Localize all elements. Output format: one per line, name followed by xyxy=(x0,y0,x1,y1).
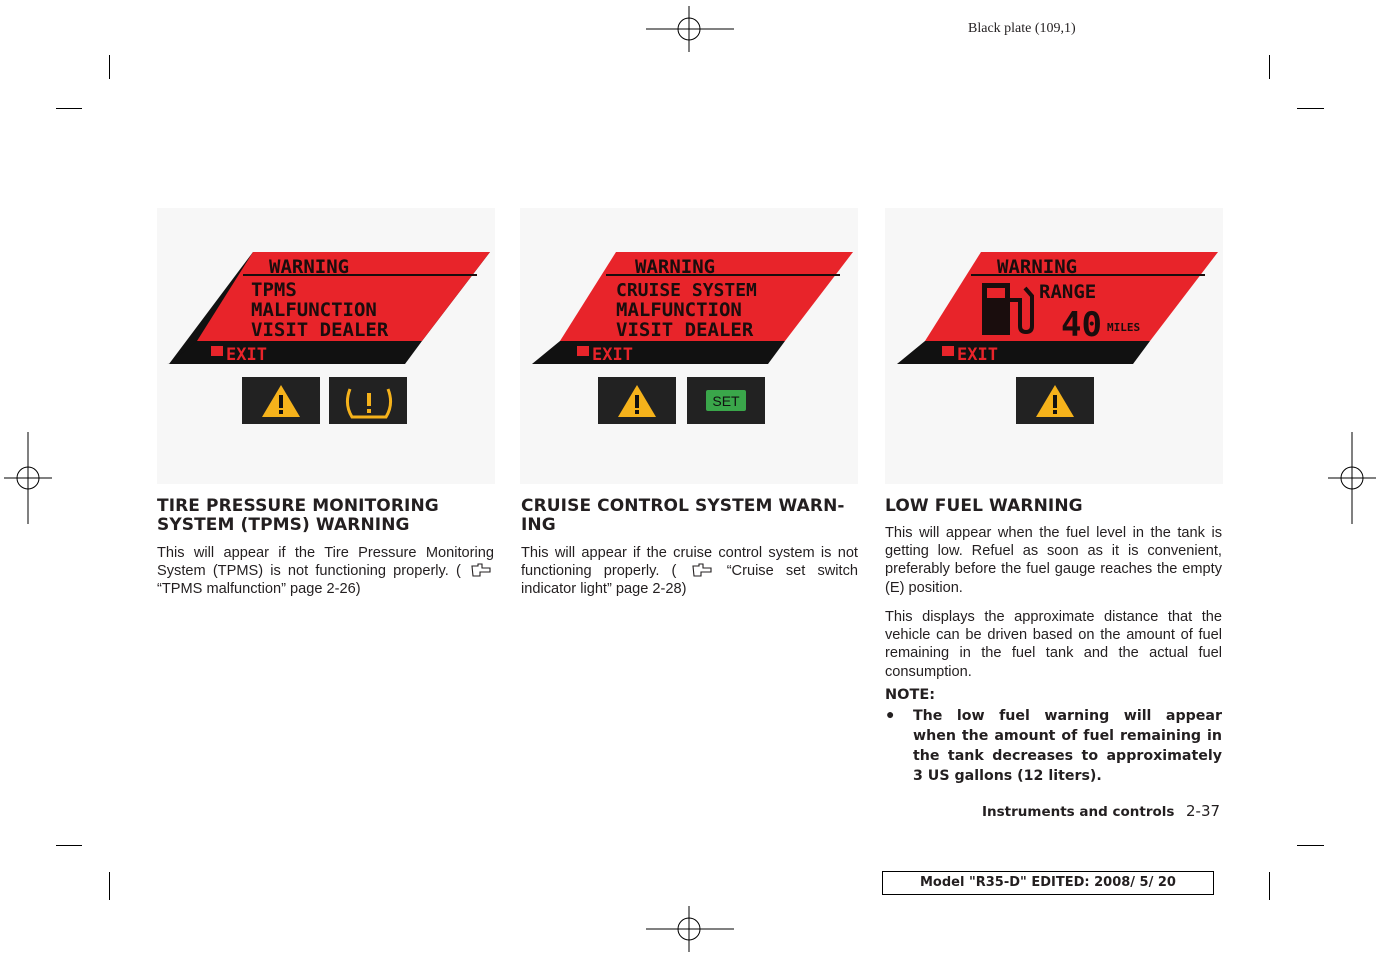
exit-arrow-icon xyxy=(211,346,223,356)
lcd-line: VISIT DEALER xyxy=(616,319,754,341)
registration-mark-bottom xyxy=(640,906,740,952)
range-unit: MILES xyxy=(1107,321,1141,334)
model-edited-box: Model "R35-D" EDITED: 2008/ 5/ 20 xyxy=(882,871,1214,895)
lcd-title: WARNING xyxy=(997,256,1078,278)
low-fuel-para-1: This will appear when the fuel level in the tank is getting low. Refuel as soon as it is convenient, preferably before the fuel gauge reaches the empty (E) position. xyxy=(885,525,1222,596)
registration-mark-left xyxy=(4,432,52,524)
cruise-page-reference[interactable]: “Cruise set switch indicator light” page 2-28) xyxy=(521,563,858,598)
exit-arrow-icon xyxy=(942,346,954,356)
low-fuel-para-2: This displays the approximate distance that the vehicle can be driven based on the amount of fuel remaining in the fuel tank and the actual fuel consumption. xyxy=(885,609,1222,680)
lcd-exit: EXIT xyxy=(957,345,998,365)
lcd-exit: EXIT xyxy=(226,345,267,365)
range-value: 40 xyxy=(1061,305,1102,345)
cruise-warning-figure xyxy=(520,208,858,484)
lcd-line: VISIT DEALER xyxy=(251,319,389,341)
registration-mark-right xyxy=(1328,432,1376,524)
lcd-title: WARNING xyxy=(269,256,350,278)
page-number: 2-37 xyxy=(1186,802,1221,820)
registration-mark-top xyxy=(640,6,740,52)
tpms-page-reference[interactable]: “TPMS malfunction” page 2-26) xyxy=(157,581,361,598)
lcd-line: TPMS xyxy=(251,279,297,301)
low-fuel-warning-figure xyxy=(885,208,1223,484)
cruise-body: This will appear if the cruise control system is not functioning properly. ( “Cruise set switch indicator light” page 2-28) xyxy=(521,545,858,598)
page-reference-icon xyxy=(470,563,492,577)
note-label: NOTE: xyxy=(885,687,936,703)
page-reference-icon xyxy=(691,563,713,577)
range-label: RANGE xyxy=(1039,281,1097,303)
footer-section-title: Instruments and controls xyxy=(982,804,1175,820)
tpms-warning-figure xyxy=(157,208,495,484)
note-item: The low fuel warning will appear when the amount of fuel remaining in the tank decreases to approximately 3 US gallons (12 liters). xyxy=(913,708,1222,784)
lcd-title: WARNING xyxy=(635,256,716,278)
lcd-line: CRUISE SYSTEM xyxy=(616,280,757,301)
tpms-heading: TIRE PRESSURE MONITORING SYSTEM (TPMS) WARNING xyxy=(157,496,439,535)
exit-arrow-icon xyxy=(577,346,589,356)
tpms-body: This will appear if the Tire Pressure Monitoring System (TPMS) is not functioning properly. ( “TPMS malfunction” page 2-26) xyxy=(157,545,494,598)
lcd-line: MALFUNCTION xyxy=(616,299,742,321)
lcd-line: MALFUNCTION xyxy=(251,299,377,321)
low-fuel-heading: LOW FUEL WARNING xyxy=(885,496,1083,516)
bullet-icon: ● xyxy=(886,706,895,722)
cruise-heading: CRUISE CONTROL SYSTEM WARN- ING xyxy=(521,496,845,535)
set-label: SET xyxy=(712,393,740,409)
lcd-exit: EXIT xyxy=(592,345,633,365)
plate-label: Black plate (109,1) xyxy=(968,21,1076,36)
